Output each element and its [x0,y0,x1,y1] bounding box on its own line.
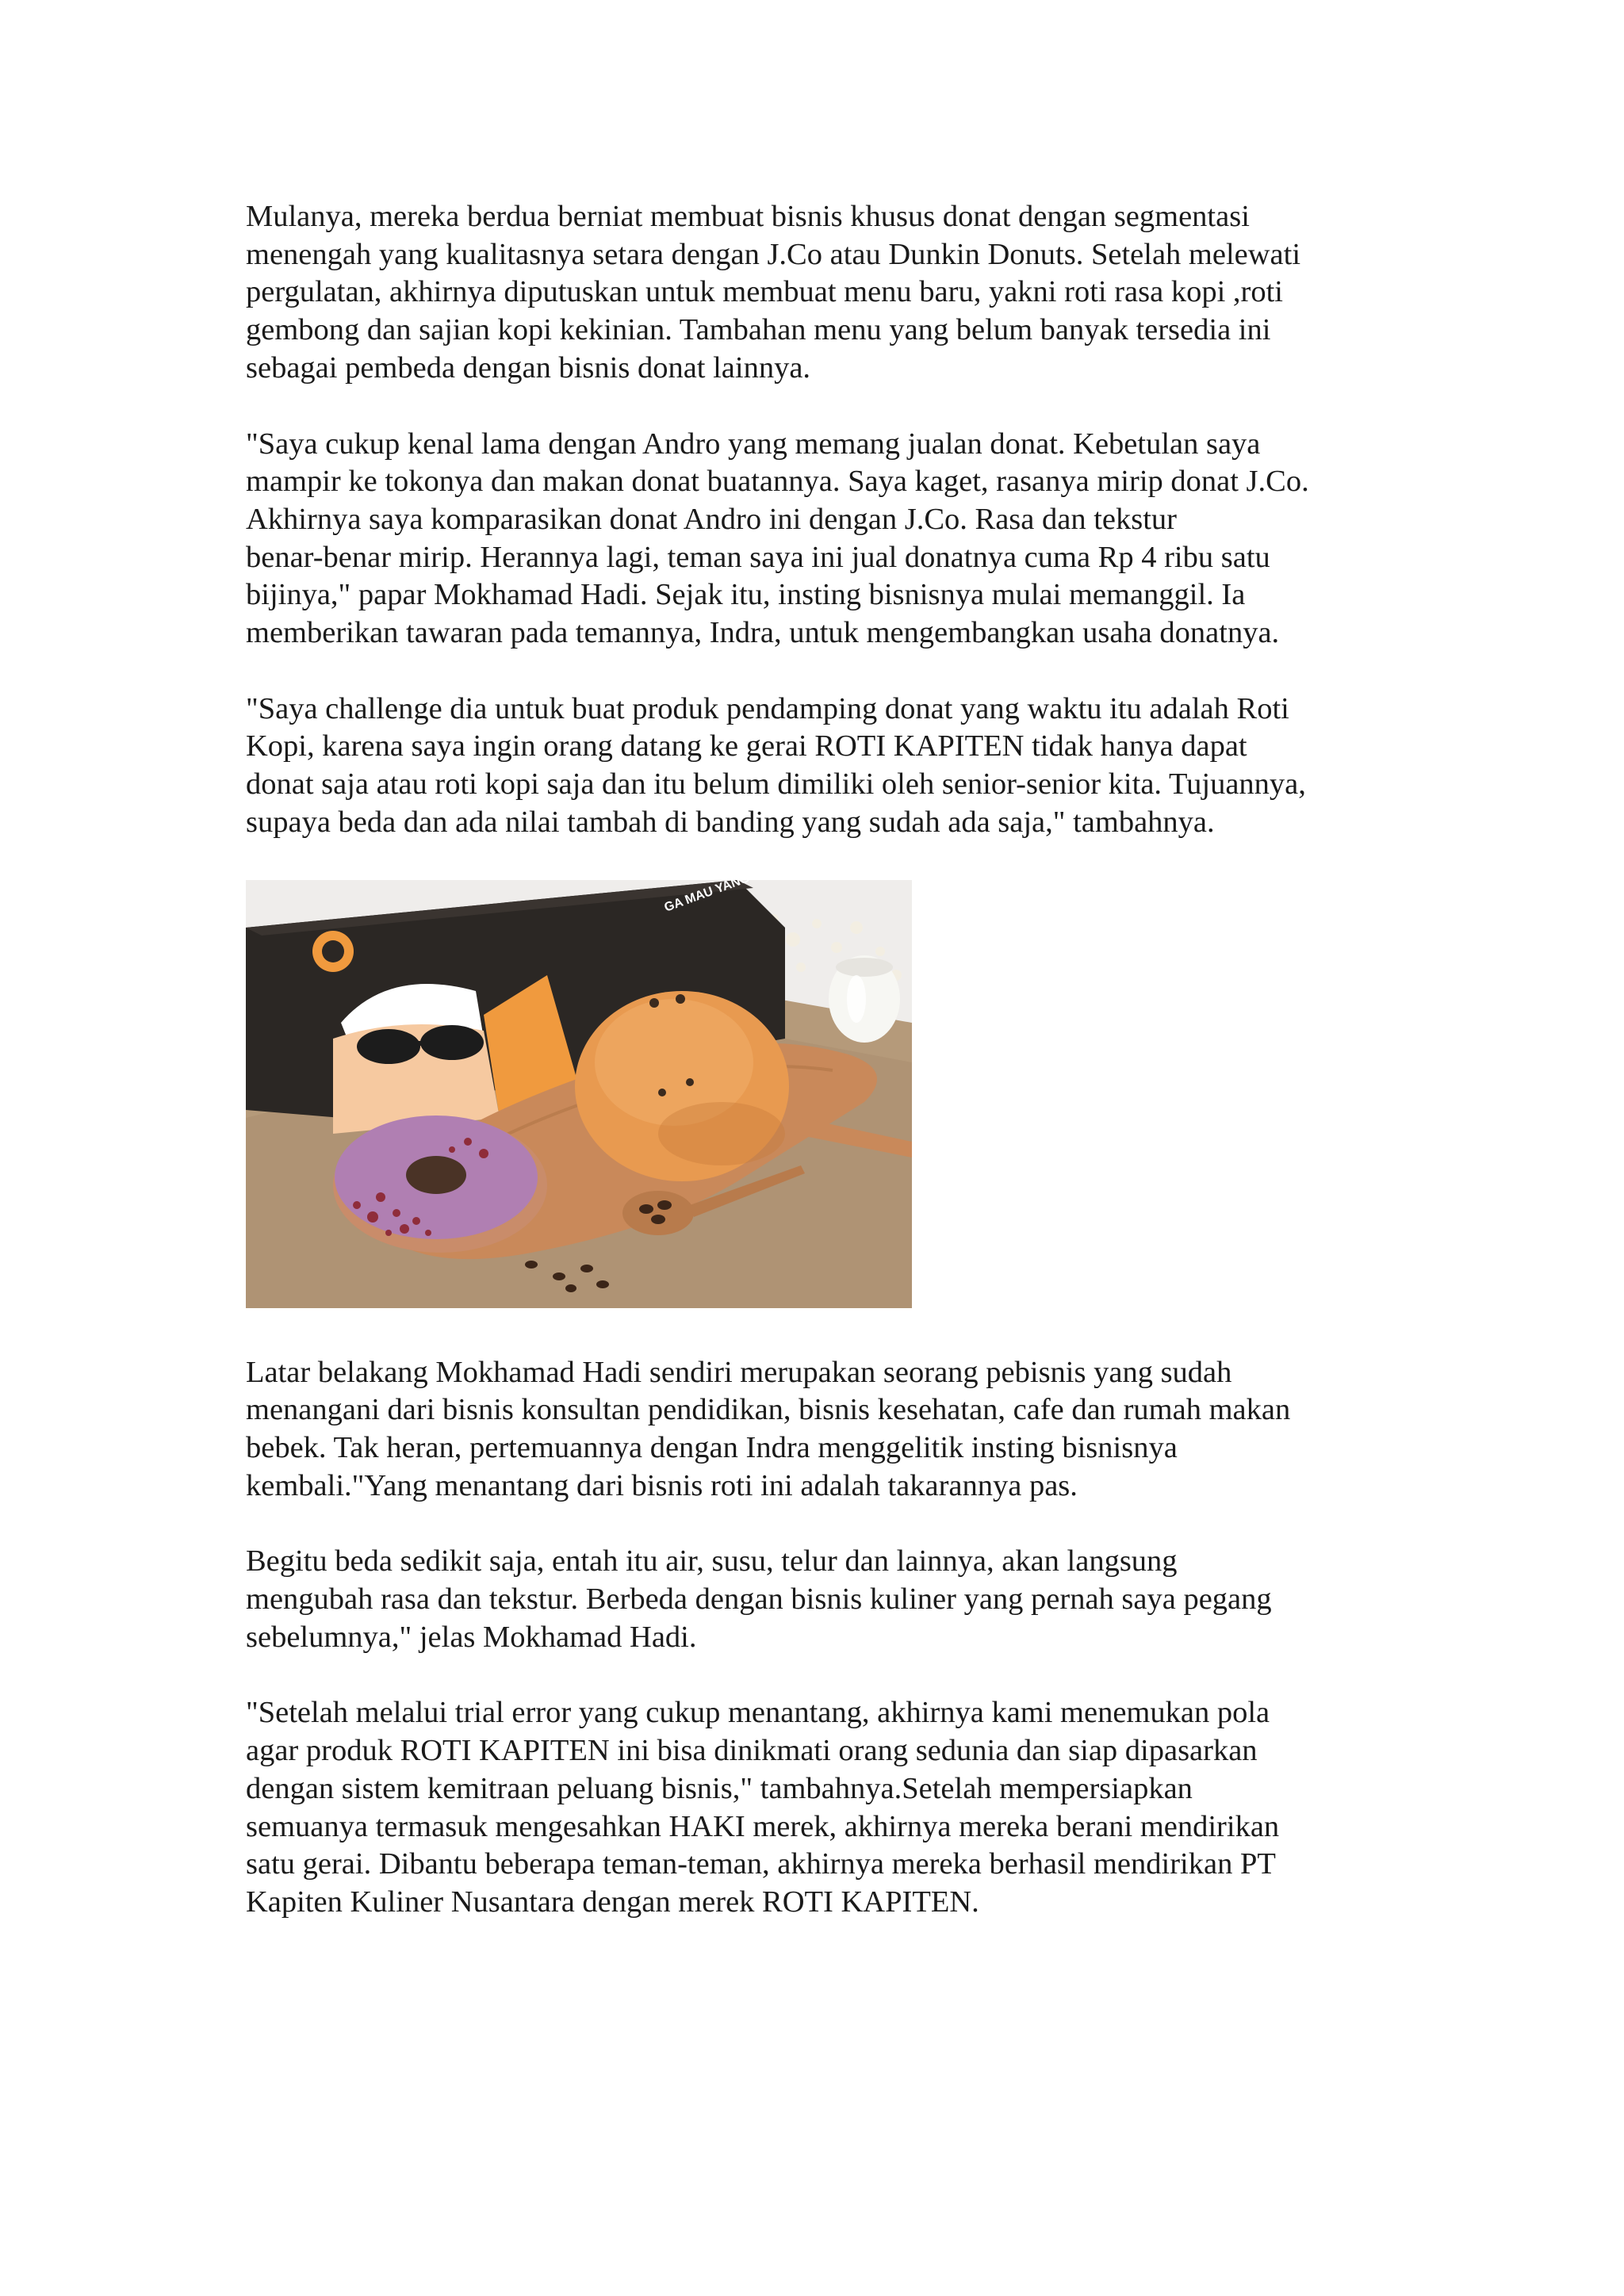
text-line: benar-benar mirip. Herannya lagi, teman saya ini jual donatnya cuma Rp 4 ribu satu [246,540,1270,574]
text-line: memberikan tawaran pada temannya, Indra, untuk mengembangkan usaha donatnya. [246,616,1280,650]
text-line: mengubah rasa dan tekstur. Berbeda dengan bisnis kuliner yang pernah saya pegang [246,1582,1272,1617]
paragraph-5 [246,1543,1411,1656]
text-line: kembali."Yang menantang dari bisnis roti ini adalah takarannya pas. [246,1468,1078,1502]
text-line: gembong dan sajian kopi kekinian. Tambahan menu yang belum banyak tersedia ini [246,313,1271,347]
text-line: sebagai pembeda dengan bisnis donat lainnya. [246,350,811,385]
paragraph-2 [246,426,1411,652]
text-line: satu gerai. Dibantu beberapa teman-teman, akhirnya mereka berhasil mendirikan PT [246,1847,1276,1881]
text-line: mampir ke tokonya dan makan donat buatannya. Saya kaget, rasanya mirip donat J.Co. [246,465,1309,499]
box-slogan: GA MAU YANG [662,879,752,915]
text-line: Begitu beda sedikit saja, entah itu air, susu, telur dan lainnya, akan langsung [246,1544,1178,1578]
paragraph-4 [246,1354,1411,1506]
text-line: pergulatan, akhirnya diputuskan untuk membuat menu baru, yakni roti rasa kopi ,roti [246,275,1283,309]
text-line: supaya beda dan ada nilai tambah di banding yang sudah ada saja," tambahnya. [246,805,1215,839]
text-line: agar produk ROTI KAPITEN ini bisa dinikmati orang sedunia dan siap dipasarkan [246,1734,1258,1768]
text-line: "Saya challenge dia untuk buat produk pendamping donat yang waktu itu adalah Roti [246,691,1289,725]
text-line: Mulanya, mereka berdua berniat membuat bisnis khusus donat dengan segmentasi [246,200,1250,233]
text-line: donat saja atau roti kopi saja dan itu belum dimiliki oleh senior-senior kita. Tujuannya, [246,767,1306,802]
text-line: Latar belakang Mokhamad Hadi sendiri merupakan seorang pebisnis yang sudah [246,1355,1232,1389]
text-line: Kapiten Kuliner Nusantara dengan merek ROTI KAPITEN. [246,1885,979,1919]
text-line: "Saya cukup kenal lama dengan Andro yang memang jualan donat. Kebetulan saya [246,427,1261,461]
text-line: sebelumnya," jelas Mokhamad Hadi. [246,1620,697,1654]
paragraph-1 [246,198,1411,388]
text-line: menengah yang kualitasnya setara dengan J.Co atau Dunkin Donuts. Setelah melewati [246,237,1301,271]
text-line: bijinya," papar Mokhamad Hadi. Sejak itu, insting bisnisnya mulai memanggil. Ia [246,578,1246,612]
paragraph-3 [246,691,1411,842]
text-line: menangani dari bisnis konsultan pendidikan, bisnis kesehatan, cafe dan rumah makan [246,1393,1291,1427]
text-line: "Setelah melalui trial error yang cukup menantang, akhirnya kami menemukan pola [246,1696,1270,1730]
coffee-bun [575,991,789,1181]
text-line: Kopi, karena saya ingin orang datang ke gerai ROTI KAPITEN tidak hanya dapat [246,729,1247,763]
product-photo [246,880,912,1308]
text-line: bebek. Tak heran, pertemuannya dengan Indra menggelitik insting bisnisnya [246,1430,1178,1464]
text-line: semuanya termasuk mengesahkan HAKI merek, akhirnya mereka berani mendirikan [246,1809,1280,1843]
milk-jar [829,955,900,1043]
paragraph-6 [246,1694,1411,1921]
text-line: dengan sistem kemitraan peluang bisnis," tambahnya.Setelah mempersiapkan [246,1771,1193,1805]
text-line: Akhirnya saya komparasikan donat Andro ini dengan J.Co. Rasa dan tekstur [246,502,1178,536]
document-body [246,198,1411,1960]
